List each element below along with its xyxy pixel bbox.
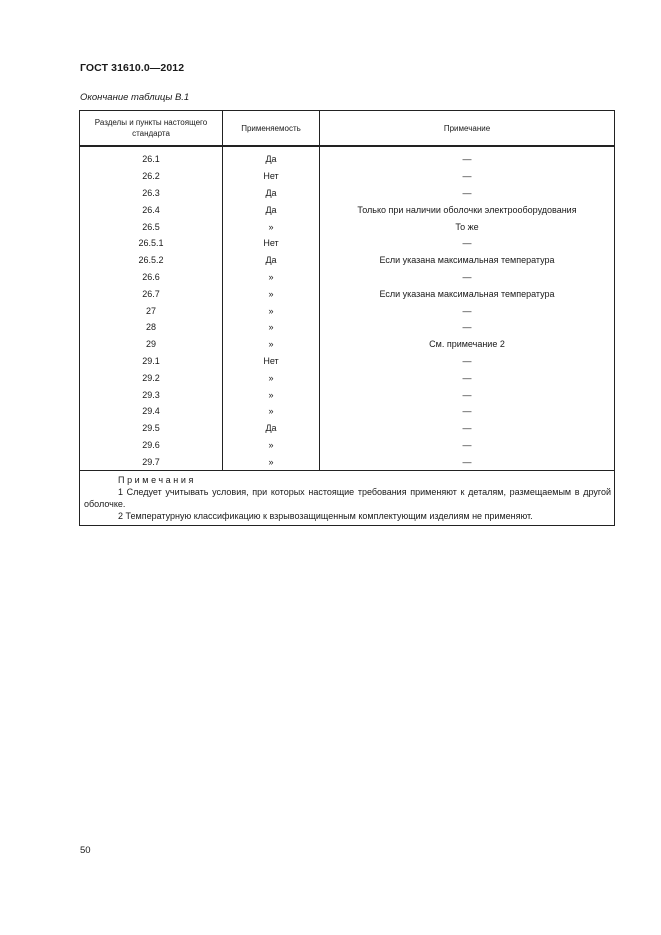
table-row — [80, 386, 615, 403]
cell-applicability: » — [223, 302, 320, 319]
cell-applicability: » — [223, 269, 320, 286]
data-table — [79, 110, 615, 526]
cell-section: 29.6 — [80, 437, 223, 454]
table-row — [80, 353, 615, 370]
table-row — [80, 437, 615, 454]
cell-note: — — [320, 168, 615, 185]
note-item: 1 Следует учитывать условия, при которых настоящие требования применяют к деталям, размещаемым в другой оболочке. — [84, 487, 611, 510]
cell-note: — — [320, 386, 615, 403]
table-row — [80, 336, 615, 353]
cell-applicability: Да — [223, 252, 320, 269]
cell-note: — — [320, 353, 615, 370]
cell-note: Если указана максимальная температура — [320, 285, 615, 302]
cell-applicability: Да — [223, 201, 320, 218]
cell-section: 29.2 — [80, 369, 223, 386]
cell-applicability: Да — [223, 420, 320, 437]
table-row — [80, 420, 615, 437]
table-row — [80, 285, 615, 302]
cell-applicability: » — [223, 336, 320, 353]
table-row — [80, 319, 615, 336]
note-item: 2 Температурную классификацию к взрывозащищенным комплектующим изделиям не применяют. — [118, 511, 533, 522]
column-header-sections: Разделы и пункты настоящего стандарта — [80, 111, 223, 146]
table-notes — [80, 471, 615, 526]
cell-note: — — [320, 185, 615, 202]
cell-note: — — [320, 319, 615, 336]
cell-section: 27 — [80, 302, 223, 319]
table-header — [80, 111, 615, 147]
cell-section: 29 — [80, 336, 223, 353]
cell-section: 26.1 — [80, 147, 223, 168]
page-number: 50 — [80, 845, 91, 856]
cell-note: — — [320, 235, 615, 252]
cell-section: 28 — [80, 319, 223, 336]
cell-applicability: » — [223, 218, 320, 235]
cell-section: 26.2 — [80, 168, 223, 185]
cell-section: 26.6 — [80, 269, 223, 286]
cell-section: 26.5 — [80, 218, 223, 235]
cell-section: 29.4 — [80, 403, 223, 420]
cell-applicability: Да — [223, 185, 320, 202]
table-row — [80, 252, 615, 269]
cell-section: 29.5 — [80, 420, 223, 437]
cell-note: — — [320, 269, 615, 286]
cell-applicability: » — [223, 319, 320, 336]
cell-applicability: Да — [223, 147, 320, 168]
cell-section: 26.7 — [80, 285, 223, 302]
cell-note: Только при наличии оболочки электрооборудования — [320, 201, 615, 218]
column-header-applicability: Применяемость — [223, 111, 320, 146]
cell-applicability: Нет — [223, 235, 320, 252]
cell-section: 26.5.1 — [80, 235, 223, 252]
cell-note: — — [320, 420, 615, 437]
cell-section: 29.1 — [80, 353, 223, 370]
table-row — [80, 218, 615, 235]
cell-applicability: Нет — [223, 353, 320, 370]
cell-section: 26.4 — [80, 201, 223, 218]
cell-section: 29.3 — [80, 386, 223, 403]
table-row — [80, 235, 615, 252]
cell-note: — — [320, 147, 615, 168]
table-row — [80, 403, 615, 420]
cell-applicability: » — [223, 369, 320, 386]
notes-cell — [80, 471, 615, 526]
table-row — [80, 269, 615, 286]
cell-section: 26.3 — [80, 185, 223, 202]
cell-note: — — [320, 369, 615, 386]
column-header-note: Примечание — [320, 111, 615, 146]
cell-applicability: » — [223, 453, 320, 470]
table-row — [80, 168, 615, 185]
table-row — [80, 147, 615, 168]
cell-note: То же — [320, 218, 615, 235]
table-row — [80, 201, 615, 218]
cell-note: — — [320, 403, 615, 420]
notes-title: Примечания — [118, 475, 196, 486]
table-row — [80, 453, 615, 470]
document-header: ГОСТ 31610.0—2012 — [80, 62, 185, 74]
table-row — [80, 369, 615, 386]
table-body — [80, 147, 615, 471]
cell-applicability: » — [223, 437, 320, 454]
cell-applicability: Нет — [223, 168, 320, 185]
cell-section: 29.7 — [80, 453, 223, 470]
cell-applicability: » — [223, 386, 320, 403]
cell-applicability: » — [223, 285, 320, 302]
cell-section: 26.5.2 — [80, 252, 223, 269]
cell-note: — — [320, 437, 615, 454]
table-caption: Окончание таблицы В.1 — [80, 92, 190, 103]
cell-note: — — [320, 302, 615, 319]
cell-applicability: » — [223, 403, 320, 420]
cell-note: — — [320, 453, 615, 470]
table-row — [80, 185, 615, 202]
cell-note: Если указана максимальная температура — [320, 252, 615, 269]
cell-note: См. примечание 2 — [320, 336, 615, 353]
table-row — [80, 302, 615, 319]
